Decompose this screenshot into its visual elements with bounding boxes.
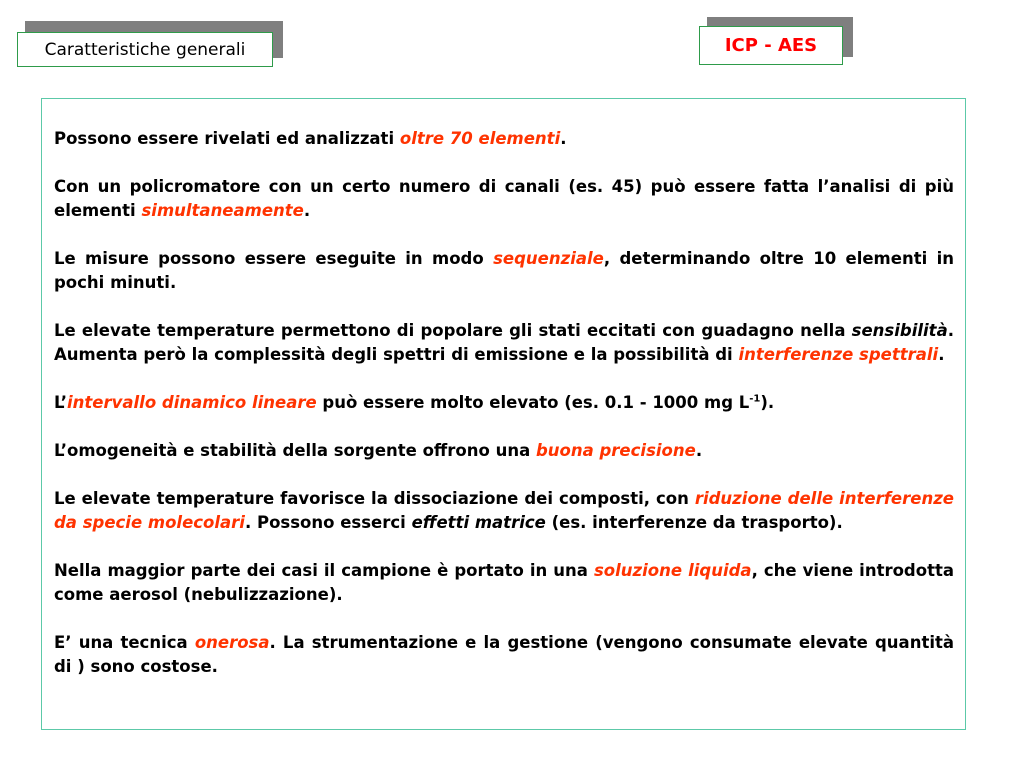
text-run: . <box>560 129 567 148</box>
superscript: -1 <box>749 393 761 405</box>
text-run: . La strumentazione e la gestione (vengono consumate elevate quantità di ) sono costose. <box>54 633 955 676</box>
text-run: E’ una tecnica <box>54 633 195 652</box>
text-run: . Aumenta però la complessità degli spettri di emissione e la possibilità di <box>54 321 954 364</box>
emphasis-text: effetti matrice <box>411 513 546 532</box>
text-run: ). <box>760 393 775 412</box>
text-run: Le misure possono essere eseguite in modo <box>54 249 494 268</box>
text-run: (es. interferenze da trasporto). <box>545 513 843 532</box>
topic-title: ICP - AES <box>699 26 843 65</box>
paragraph-liquid-solution <box>54 559 954 607</box>
paragraph-temperature-sensitivity <box>54 319 954 367</box>
paragraph-elements-count <box>54 127 954 151</box>
text-run: Nella maggior parte dei casi il campione è portato in una <box>54 561 594 580</box>
text-run: . <box>695 441 703 460</box>
paragraph-dynamic-range <box>54 391 954 415</box>
highlight-text: interferenze spettrali <box>738 345 939 364</box>
text-run: Le elevate temperature permettono di popolare gli stati eccitati con guadagno nella <box>54 321 852 340</box>
text-run: può essere molto elevato (es. 0.1 - 1000 mg L <box>316 393 750 412</box>
paragraph-sequential <box>54 247 954 295</box>
highlight-text: simultaneamente <box>141 201 304 220</box>
highlight-text: soluzione liquida <box>593 561 752 580</box>
highlight-text: onerosa <box>194 633 270 652</box>
text-run: Possono essere rivelati ed analizzati <box>54 129 400 148</box>
paragraph-polychromator <box>54 175 954 223</box>
text-run: . <box>938 345 945 364</box>
content-box <box>41 98 966 730</box>
text-run: L’ <box>54 393 67 412</box>
text-run: Le elevate temperature favorisce la dissociazione dei composti, con <box>54 489 695 508</box>
paragraph-precision <box>54 439 954 463</box>
highlight-text: buona precisione <box>535 441 696 460</box>
paragraph-dissociation <box>54 487 954 535</box>
highlight-text: oltre 70 elementi <box>399 129 561 148</box>
section-title: Caratteristiche generali <box>17 32 273 67</box>
paragraph-cost <box>54 631 954 679</box>
highlight-text: riduzione delle interferenze da specie molecolari <box>54 489 954 532</box>
text-run: Con un policromatore con un certo numero di canali (es. 45) può essere fatta l’analisi di più elementi <box>54 177 954 220</box>
text-run: L’omogeneità e stabilità della sorgente offrono una <box>54 441 536 460</box>
text-run: . Possono esserci <box>244 513 412 532</box>
text-run: , determinando oltre 10 elementi in pochi minuti. <box>54 249 954 292</box>
highlight-text: intervallo dinamico lineare <box>67 393 317 412</box>
text-run: , che viene introdotta come aerosol (nebulizzazione). <box>54 561 954 604</box>
text-run: . <box>303 201 311 220</box>
emphasis-text: sensibilità <box>851 321 948 340</box>
highlight-text: sequenziale <box>493 249 604 268</box>
